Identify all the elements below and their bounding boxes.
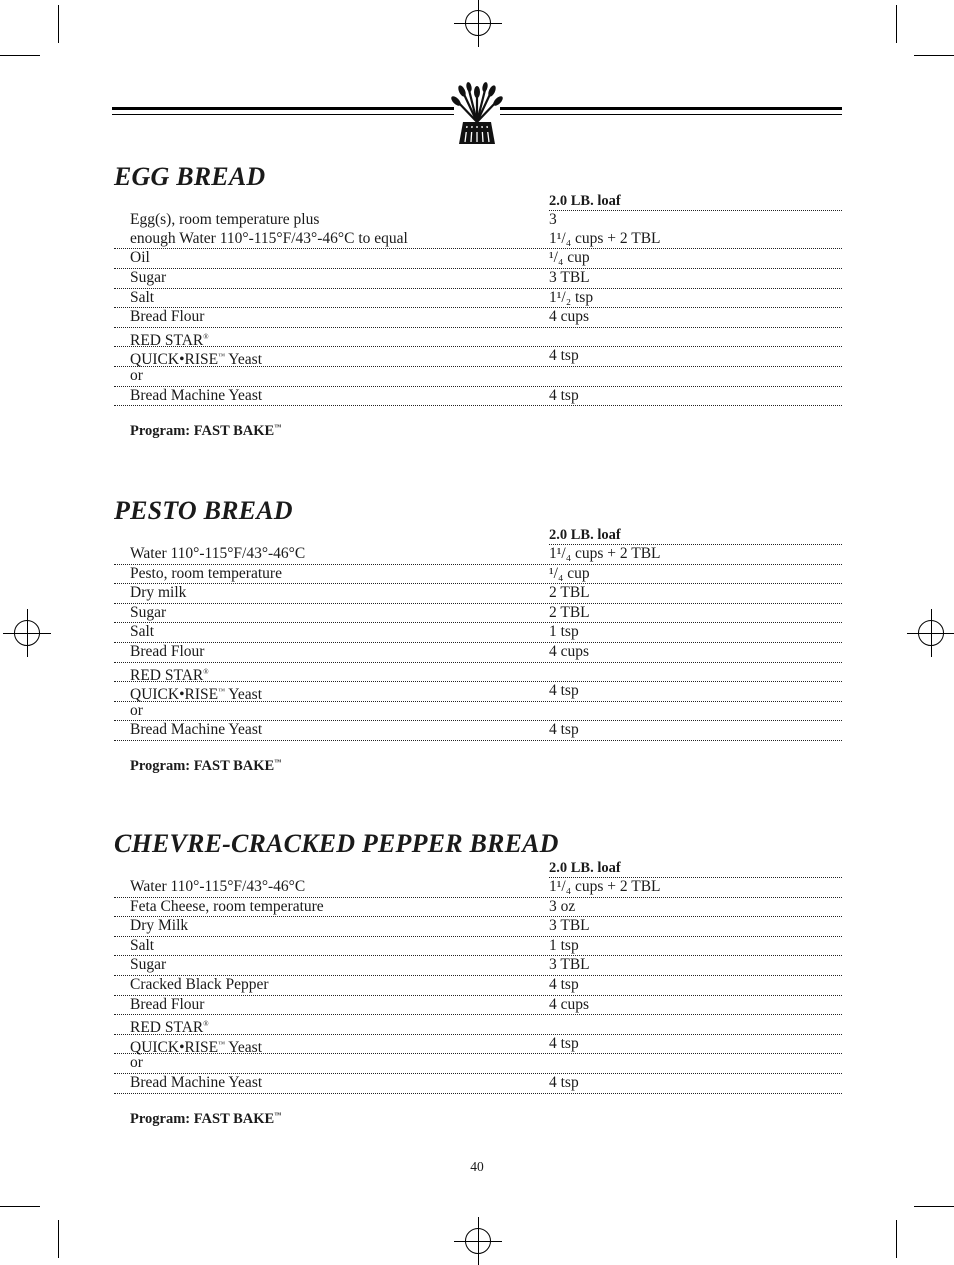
ingredient-amount [549, 269, 842, 288]
ingredient-row [114, 249, 842, 269]
ingredient-text: RED STAR® [130, 1019, 209, 1037]
ingredient-amount [549, 1074, 842, 1093]
crop-mark [896, 5, 897, 43]
ingredient-text: Bread Flour [130, 308, 205, 326]
recipe-egg-bread [114, 162, 842, 440]
amount-text: 1¹/₂ tsp [549, 288, 594, 306]
amount-text [549, 702, 842, 721]
ingredient-text: Sugar [130, 603, 167, 621]
ingredient-row [114, 328, 842, 348]
amount-text: 4 tsp [549, 386, 579, 404]
amount-text: 4 tsp [549, 1034, 579, 1052]
wheat-sheaf-icon [448, 82, 506, 146]
amount-text: 1 tsp [549, 623, 579, 641]
amount-text: 1 tsp [549, 936, 579, 954]
ingredient-name [114, 347, 549, 369]
ingredient-text: Dry Milk [130, 917, 189, 935]
recipe-title: EGG BREAD [114, 162, 266, 191]
ingredient-text: Bread Flour [130, 995, 205, 1013]
amount-text: ¹/₄ cup [549, 564, 590, 582]
ingredient-row [114, 584, 842, 604]
ingredient-name [114, 584, 549, 603]
ingredient-amount [549, 623, 842, 642]
registration-mark [918, 620, 944, 646]
amount-text: 3 TBL [549, 268, 590, 286]
ingredient-amount [549, 604, 842, 623]
amount-text: 1¹/₄ cups + 2 TBL [549, 878, 661, 895]
ingredient-name [114, 565, 549, 584]
ingredient-amount [549, 917, 842, 936]
ingredient-row [114, 623, 842, 643]
ingredient-name [114, 956, 549, 975]
ingredient-row [114, 721, 842, 741]
ingredient-name [114, 387, 549, 406]
ingredient-name [114, 721, 549, 740]
ingredient-text: Bread Flour [130, 642, 205, 660]
ingredient-amount [549, 898, 842, 917]
ingredient-name [114, 328, 549, 347]
recipe-title: PESTO BREAD [114, 496, 293, 525]
ingredient-amount [549, 347, 842, 366]
ingredient-row [114, 663, 842, 683]
amount-text: 3 TBL [549, 956, 590, 974]
ingredient-amount [549, 878, 842, 897]
ingredient-text: RED STAR® [130, 666, 209, 684]
program-label: Program: FAST BAKE™ [130, 423, 282, 440]
ingredient-name [114, 663, 549, 682]
amount-text: 4 tsp [549, 347, 579, 365]
ingredient-row [114, 702, 842, 722]
recipe-pesto-bread [114, 496, 842, 775]
ingredient-table [114, 211, 842, 406]
program-label: Program: FAST BAKE™ [130, 1110, 282, 1127]
ingredient-name [114, 1015, 549, 1037]
ingredient-row [114, 996, 842, 1016]
crop-mark [58, 5, 59, 43]
ingredient-amount [549, 328, 842, 347]
ingredient-amount [549, 387, 842, 406]
ingredient-row [114, 565, 842, 585]
ingredient-amount [549, 976, 842, 995]
ingredient-amount [549, 996, 842, 1015]
ingredient-text: Pesto, room temperature [130, 564, 282, 582]
ingredient-name [114, 1074, 549, 1093]
ingredient-name [114, 269, 549, 288]
ingredient-row [114, 917, 842, 937]
ingredient-name [114, 604, 549, 623]
amount-text: 4 tsp [549, 975, 579, 993]
ingredient-name [114, 289, 549, 308]
amount-text [549, 328, 842, 347]
ingredient-amount [549, 643, 842, 662]
ingredient-name [114, 937, 549, 956]
amount-text: 4 cups [549, 995, 590, 1013]
ingredient-amount [549, 937, 842, 956]
loaf-size-header: 2.0 LB. loaf [549, 192, 842, 211]
ingredient-row [114, 976, 842, 996]
ingredient-amount [549, 211, 842, 248]
ingredient-row [114, 1054, 842, 1074]
amount-text: ¹/₄ cup [549, 249, 590, 267]
ingredient-row [114, 211, 842, 249]
ingredient-name [114, 917, 549, 936]
amount-text: 4 cups [549, 642, 590, 660]
ingredient-amount [549, 289, 842, 308]
ingredient-name [114, 643, 549, 662]
ingredient-name [114, 682, 549, 704]
amount-text [549, 1054, 842, 1073]
ingredient-amount [549, 545, 842, 564]
amount-text: 4 tsp [549, 682, 579, 700]
ingredient-table [114, 545, 842, 741]
amount-text: 3 oz [549, 897, 576, 915]
ingredient-name [114, 211, 549, 248]
ingredient-amount [549, 1054, 842, 1073]
ingredient-row [114, 604, 842, 624]
ingredient-row [114, 1015, 842, 1035]
ingredient-text: Feta Cheese, room temperature [130, 897, 324, 915]
crop-mark [914, 1206, 954, 1207]
ingredient-row [114, 347, 842, 367]
page-number: 40 [470, 1159, 484, 1174]
ingredient-amount [549, 308, 842, 327]
ingredient-amount [549, 367, 842, 386]
recipe-title: CHEVRE-CRACKED PEPPER BREAD [114, 829, 559, 858]
ingredient-row [114, 308, 842, 328]
ingredient-name [114, 623, 549, 642]
ingredient-name [114, 702, 549, 721]
ingredient-row [114, 367, 842, 387]
ingredient-amount [549, 702, 842, 721]
ingredient-text: Bread Machine Yeast [130, 721, 263, 739]
crop-mark [0, 1206, 40, 1207]
ingredient-text: Sugar [130, 268, 167, 286]
ingredient-text: enough Water 110°-115°F/43°-46°C to equal [130, 229, 408, 247]
amount-text: 1¹/₄ cups + 2 TBL [549, 545, 661, 562]
ingredient-amount [549, 721, 842, 740]
ingredient-amount [549, 584, 842, 603]
loaf-size-header: 2.0 LB. loaf [549, 859, 842, 878]
ingredient-text: Salt [130, 936, 155, 954]
ingredient-row [114, 878, 842, 898]
crop-mark [896, 1220, 897, 1258]
amount-text [549, 367, 842, 386]
ingredient-amount [549, 682, 842, 701]
ingredient-text: Water 110°-115°F/43°-46°C [130, 545, 306, 562]
ingredient-text: or [130, 1054, 143, 1072]
ingredient-row [114, 898, 842, 918]
ingredient-text: Egg(s), room temperature plus [130, 211, 320, 228]
ingredient-text: Salt [130, 623, 155, 641]
ingredient-text: QUICK•RISE™ Yeast [130, 1038, 263, 1056]
ingredient-text: Oil [130, 249, 150, 267]
amount-text: 4 tsp [549, 721, 579, 739]
amount-text: 2 TBL [549, 584, 590, 602]
ingredient-text: Dry milk [130, 584, 187, 602]
ingredient-text: Salt [130, 288, 155, 306]
amount-text [549, 1015, 842, 1034]
ingredient-row [114, 1074, 842, 1094]
ingredient-amount [549, 956, 842, 975]
ingredient-row [114, 1035, 842, 1055]
loaf-size-header: 2.0 LB. loaf [549, 526, 842, 545]
ingredient-name [114, 249, 549, 268]
ingredient-row [114, 682, 842, 702]
crop-mark [58, 1220, 59, 1258]
ingredient-name [114, 898, 549, 917]
amount-text: 1¹/₄ cups + 2 TBL [549, 229, 661, 247]
ingredient-name [114, 367, 549, 386]
ingredient-name [114, 545, 549, 564]
amount-text: 4 tsp [549, 1073, 579, 1091]
crop-mark [0, 55, 40, 56]
ingredient-text: or [130, 701, 143, 719]
ingredient-name [114, 1054, 549, 1073]
ingredient-row [114, 643, 842, 663]
ingredient-row [114, 387, 842, 407]
ingredient-text: Cracked Black Pepper [130, 975, 269, 993]
ingredient-text: or [130, 366, 143, 384]
ingredient-text: Bread Machine Yeast [130, 386, 263, 404]
ingredient-table [114, 878, 842, 1094]
ingredient-row [114, 545, 842, 565]
amount-text: 2 TBL [549, 603, 590, 621]
ingredient-amount [549, 663, 842, 682]
ingredient-name [114, 1035, 549, 1054]
ingredient-row [114, 289, 842, 309]
crop-mark [914, 55, 954, 56]
ingredient-amount [549, 565, 842, 584]
amount-text: 3 [549, 211, 557, 228]
ingredient-amount [549, 249, 842, 268]
ingredient-row [114, 956, 842, 976]
ingredient-text: QUICK•RISE™ Yeast [130, 686, 263, 704]
ingredient-amount [549, 1035, 842, 1054]
ingredient-text: Sugar [130, 956, 167, 974]
registration-mark [465, 1228, 491, 1254]
ingredient-row [114, 269, 842, 289]
amount-text: 4 cups [549, 308, 590, 326]
program-label: Program: FAST BAKE™ [130, 757, 282, 774]
ingredient-text: Water 110°-115°F/43°-46°C [130, 878, 306, 895]
ingredient-row [114, 937, 842, 957]
ingredient-amount [549, 1015, 842, 1034]
registration-mark [465, 10, 491, 36]
recipe-chevre-cracked-pepper-bread [114, 829, 842, 1128]
ingredient-name [114, 308, 549, 327]
amount-text [549, 663, 842, 682]
registration-mark [14, 620, 40, 646]
ingredient-text: RED STAR® [130, 331, 209, 349]
ingredient-name [114, 996, 549, 1015]
amount-text: 3 TBL [549, 917, 590, 935]
ingredient-text: QUICK•RISE™ Yeast [130, 351, 263, 369]
ingredient-text: Bread Machine Yeast [130, 1073, 263, 1091]
ingredient-name [114, 878, 549, 897]
ingredient-name [114, 976, 549, 995]
